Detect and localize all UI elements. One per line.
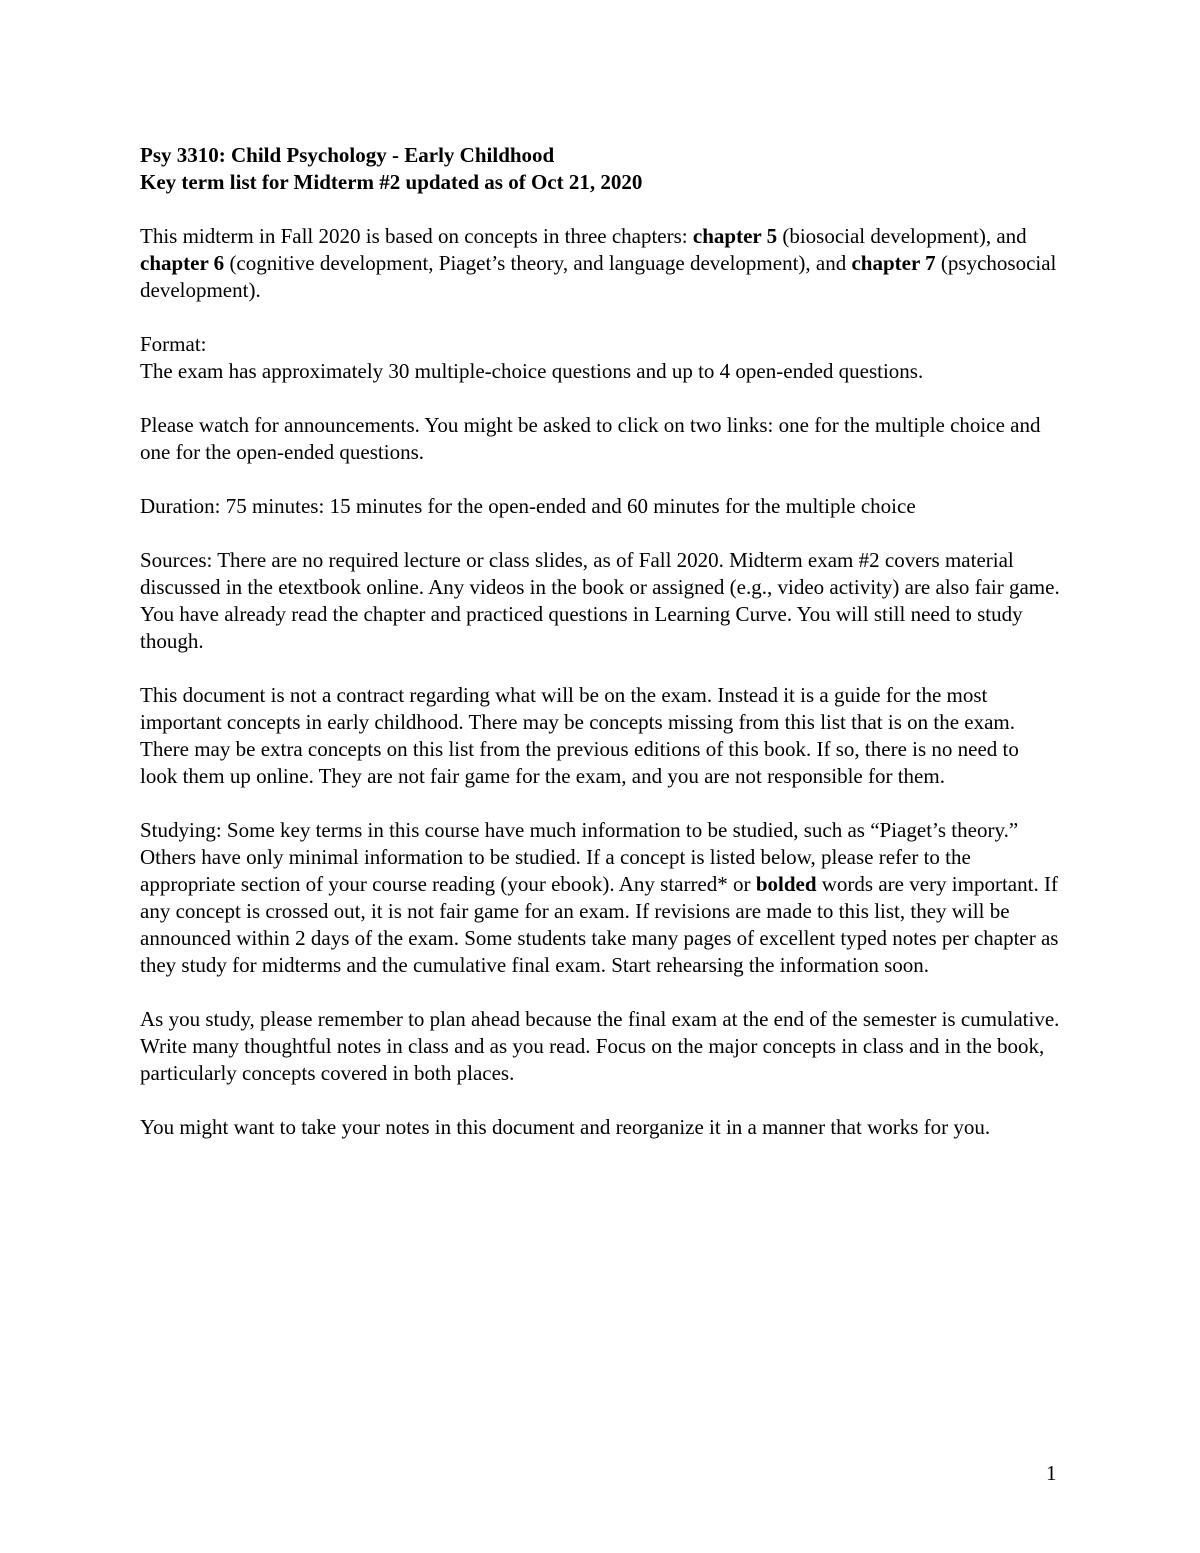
chapter-6-label: chapter 6 (140, 251, 225, 275)
studying-paragraph (140, 817, 1060, 979)
duration-paragraph: Duration: 75 minutes: 15 minutes for the open-ended and 60 minutes for the multiple choice (140, 494, 916, 518)
intro-text-2: (biosocial development), and (777, 224, 1027, 248)
intro-text-1: This midterm in Fall 2020 is based on concepts in three chapters: (140, 224, 693, 248)
intro-paragraph (140, 223, 1060, 304)
document-header (140, 142, 1060, 196)
format-paragraph (140, 331, 1060, 385)
plan-ahead-paragraph: As you study, please remember to plan ahead because the final exam at the end of the semester is cumulative. Write many thoughtful notes in class and as you read. Focus on the major concepts in class and in the book, particularly concepts covered in both places. (140, 1007, 1060, 1085)
contract-paragraph: This document is not a contract regarding what will be on the exam. Instead it is a guide for the most important concepts in early childhood. There may be concepts missing from this list that is on the exam. There may be extra concepts on this list from the previous editions of this book. If so, there is no need to look them up online. They are not fair game for the exam, and you are not responsible for them. (140, 683, 1019, 788)
chapter-7-label: chapter 7 (851, 251, 936, 275)
page-number: 1 (1046, 1461, 1057, 1485)
intro-text-3: (cognitive development, Piaget’s theory, and language development), and (224, 251, 852, 275)
studying-text-1: Studying: Some key terms in this course have much information to be studied, such as “Piaget’s theory.” Others have only minimal information to be studied. If a concept is listed below, please refer to the appropriate section of your course reading (your ebook). Any starred* or (140, 818, 1019, 896)
document-body (140, 142, 1060, 1168)
format-text: The exam has approximately 30 multiple-choice questions and up to 4 open-ended questions. (140, 359, 924, 383)
format-label: Format: (140, 332, 207, 356)
bolded-word: bolded (755, 872, 817, 896)
studying-text-2: words are very important. If any concept is crossed out, it is not fair game for an exam. If revisions are made to this list, they will be announced within 2 days of the exam. Some students take many pages of excellent typed notes per chapter as they study for midterms and the cumulative final exam. Start rehearsing the information soon. (140, 872, 1059, 977)
chapter-5-label: chapter 5 (692, 224, 778, 248)
sources-paragraph: Sources: There are no required lecture or class slides, as of Fall 2020. Midterm exam #2 covers material discussed in the etextbook online. Any videos in the book or assigned (e.g., video activity) are also fair game. You have already read the chapter and practiced questions in Learning Curve. You will still need to study though. (140, 548, 1060, 653)
course-title: Psy 3310: Child Psychology - Early Childhood (140, 143, 555, 167)
notes-tip-paragraph: You might want to take your notes in this document and reorganize it in a manner that works for you. (140, 1115, 991, 1139)
announcements-paragraph: Please watch for announcements. You might be asked to click on two links: one for the multiple choice and one for the open-ended questions. (140, 413, 1041, 464)
list-title: Key term list for Midterm #2 updated as of Oct 21, 2020 (140, 170, 643, 194)
intro-text-4: (psychosocial development). (140, 251, 1057, 302)
